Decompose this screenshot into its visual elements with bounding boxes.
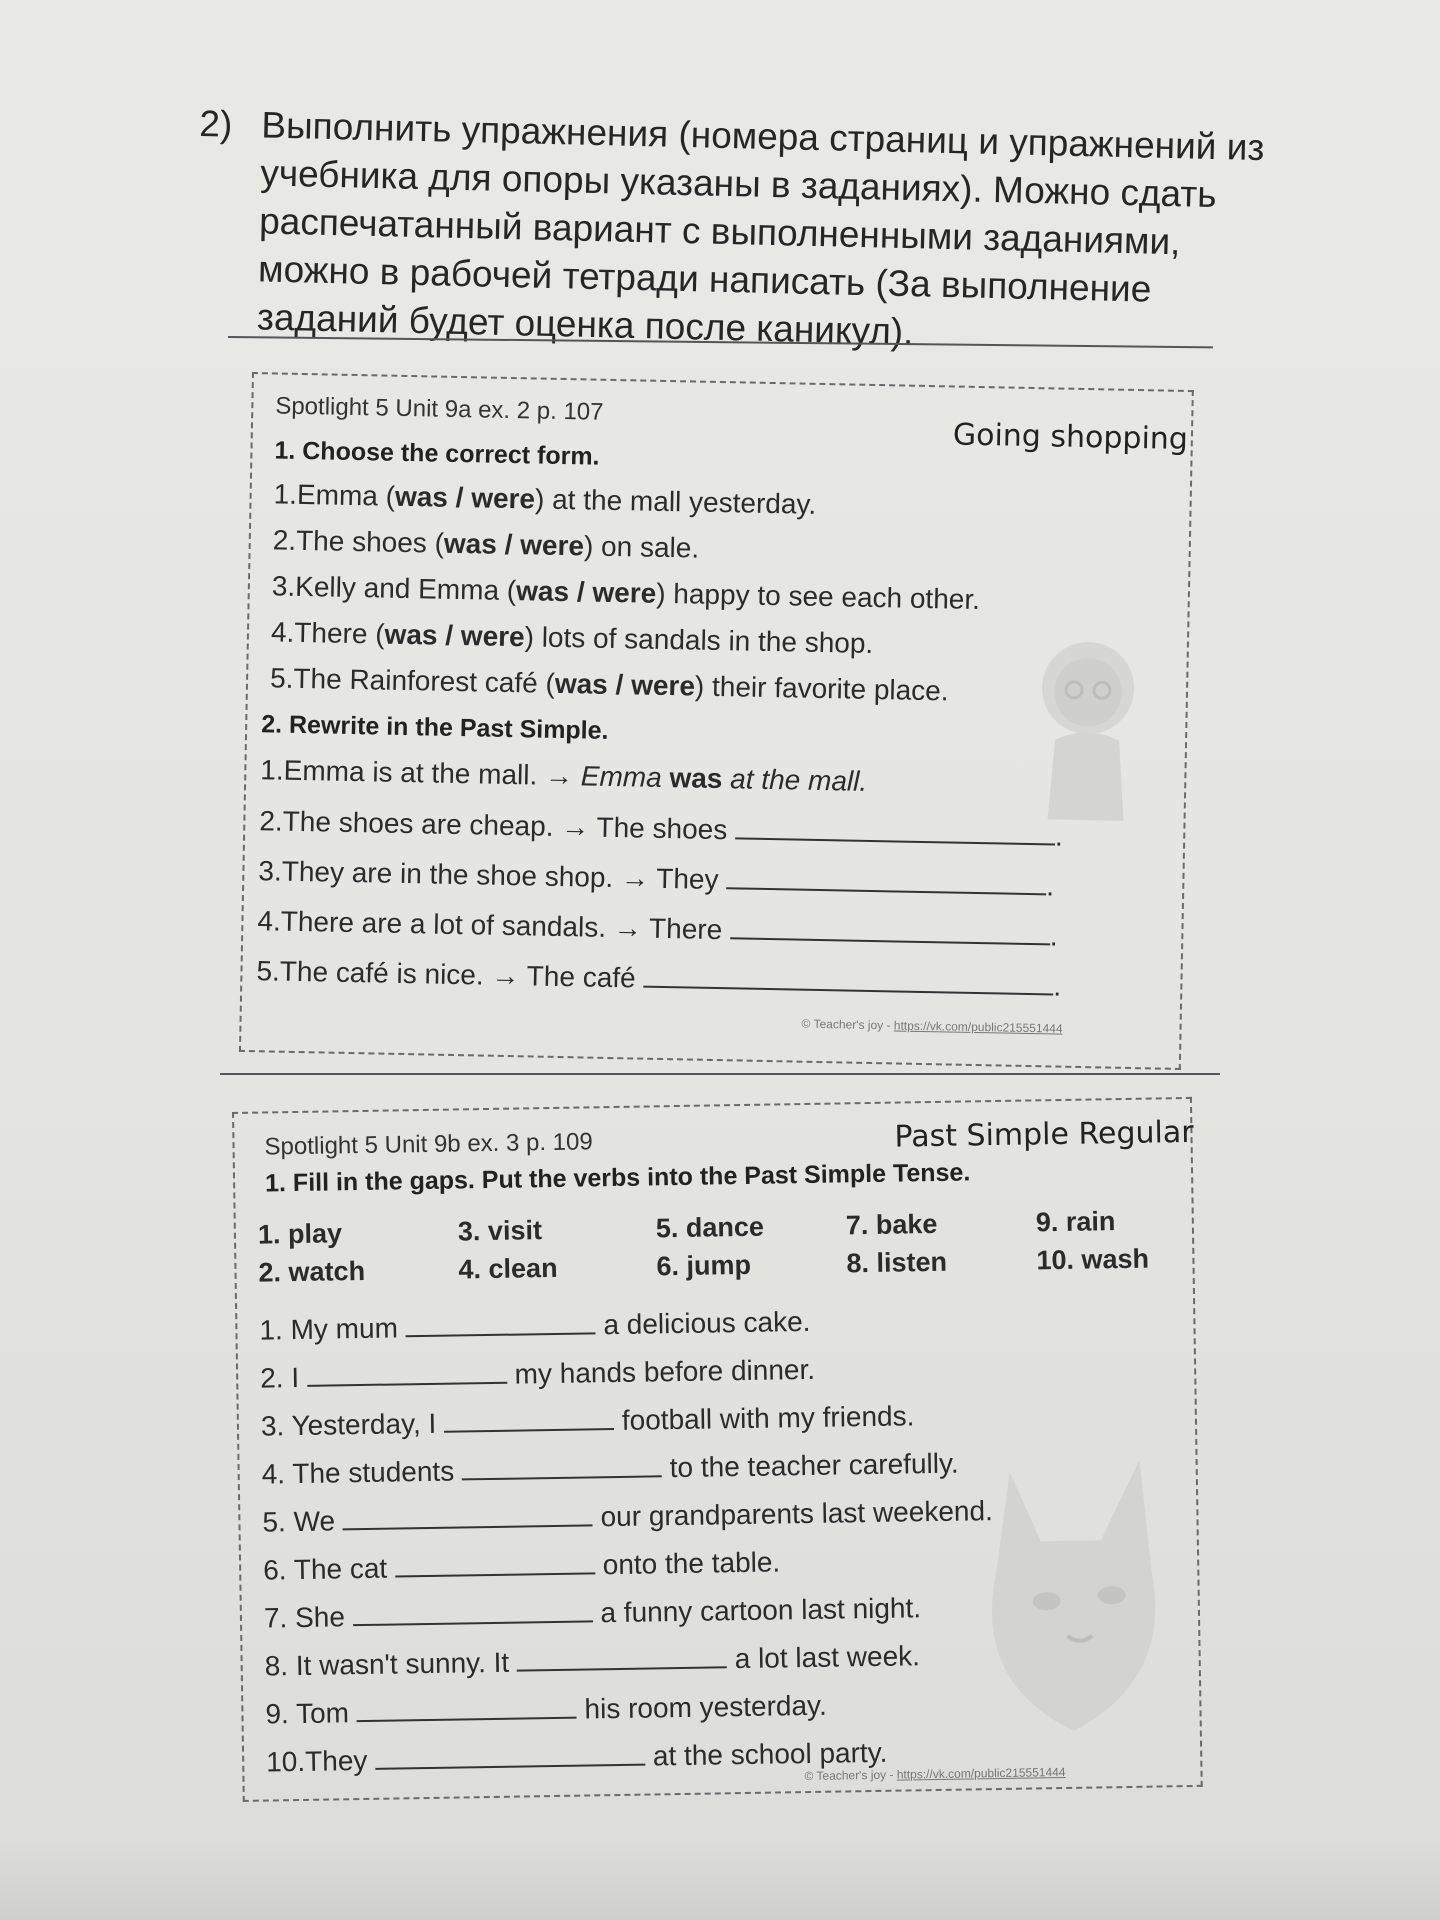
item-text: 6. The cat — [262, 1552, 388, 1586]
answer-blank[interactable] — [343, 1500, 593, 1530]
task-heading: 2. Rewrite in the Past Simple. — [260, 710, 609, 745]
character-illustration — [1023, 629, 1157, 831]
item-text: 3.They are in the shoe shop. → They — [258, 855, 719, 896]
exercise-item — [270, 662, 949, 707]
choice-options: was / were — [443, 527, 585, 562]
item-text: 5.The café is nice. → The café — [256, 955, 636, 994]
item-text: 3. Yesterday, I — [260, 1407, 437, 1442]
exercise-item — [264, 1591, 922, 1634]
credit-text: © Teacher's joy - — [801, 1016, 894, 1033]
item-text: ) on sale. — [583, 530, 700, 564]
verb-list-item: 7. bake — [845, 1208, 938, 1241]
instruction-line: можно в рабочей тетради написать (За выполнение — [257, 248, 1152, 310]
copyright-credit — [804, 1765, 1065, 1783]
item-text: a delicious cake. — [603, 1305, 811, 1341]
example-answer: Emma — [580, 760, 670, 794]
item-text: our grandparents last weekend. — [600, 1495, 994, 1533]
cut-line-middle — [220, 1073, 1220, 1075]
exercise-item — [259, 804, 1063, 852]
item-text: a lot last week. — [734, 1640, 921, 1675]
task-heading: 1. Choose the correct form. — [274, 436, 600, 471]
item-end: . — [1049, 920, 1059, 952]
item-text: ) at the mall yesterday. — [534, 483, 817, 520]
item-text: 3.Kelly and Emma ( — [271, 570, 517, 607]
item-text: 2.The shoes ( — [272, 524, 445, 559]
cat-illustration — [939, 1429, 1194, 1753]
worksheet-source: Spotlight 5 Unit 9a ex. 2 p. 107 — [275, 392, 604, 426]
answer-blank[interactable] — [307, 1358, 507, 1387]
item-text: 1.Emma ( — [273, 478, 396, 512]
item-text: 1.Emma is at the mall. → — [260, 754, 582, 792]
item-text: 2. I — [259, 1361, 300, 1394]
instruction-line: Выполнить упражнения (номера страниц и упражнений из — [260, 104, 1265, 169]
instruction-line: заданий будет оценка после каникул). — [256, 296, 914, 353]
exercise-item — [265, 1689, 827, 1731]
exercise-item — [257, 904, 1058, 952]
task-heading: 1. Fill in the gaps. Put the verbs into the Past Simple Tense. — [264, 1158, 971, 1198]
credit-text: © Teacher's joy - — [804, 1767, 897, 1784]
answer-blank[interactable] — [405, 1308, 595, 1337]
answer-blank[interactable] — [352, 1596, 592, 1626]
item-text: 5.The Rainforest café ( — [269, 662, 556, 699]
answer-blank[interactable] — [444, 1404, 614, 1433]
item-text: 5. We — [262, 1505, 336, 1538]
task-number: 2) — [199, 102, 233, 145]
example-answer: at the mall. — [722, 763, 868, 797]
item-text: football with my friends. — [621, 1400, 915, 1436]
verb-list-item: 5. dance — [655, 1211, 765, 1244]
example-item — [260, 754, 867, 798]
answer-blank[interactable] — [462, 1451, 662, 1480]
worksheet-topic: Past Simple Regular — [894, 1114, 1194, 1155]
item-text: his room yesterday. — [584, 1689, 827, 1725]
item-text: 4.There ( — [270, 616, 385, 650]
answer-blank[interactable] — [643, 962, 1053, 996]
item-text: to the teacher carefully. — [669, 1447, 959, 1484]
item-end: . — [1053, 970, 1062, 1002]
item-text: 7. She — [263, 1601, 346, 1634]
credit-link[interactable]: https://vk.com/public215551444 — [893, 1018, 1063, 1036]
exercise-item — [272, 524, 699, 564]
verb-list-item: 6. jump — [656, 1249, 752, 1282]
copyright-credit — [801, 1017, 1062, 1036]
exercise-item — [272, 570, 981, 616]
task-instruction-text — [257, 101, 1280, 364]
item-end: . — [1054, 820, 1064, 852]
choice-options: was / were — [554, 667, 696, 702]
item-text: ) happy to see each other. — [655, 577, 981, 616]
exercise-item — [261, 1447, 958, 1491]
exercise-item — [264, 1639, 920, 1682]
exercise-item — [258, 854, 1054, 902]
answer-blank[interactable] — [395, 1548, 595, 1577]
item-text: a funny cartoon last night. — [600, 1592, 922, 1629]
item-text: 9. Tom — [265, 1697, 350, 1730]
exercise-item — [261, 1399, 915, 1442]
item-text: 4. The students — [261, 1455, 455, 1490]
exercise-item — [273, 478, 816, 520]
item-text: ) lots of sandals in the shop. — [524, 621, 874, 659]
worksheet-past-simple-regular — [232, 1097, 1203, 1802]
verb-list-item: 3. visit — [457, 1215, 543, 1247]
verb-list-item: 9. rain — [1035, 1206, 1116, 1238]
verb-list-item: 2. watch — [258, 1255, 366, 1288]
exercise-item — [263, 1545, 781, 1586]
choice-options: was / were — [394, 480, 536, 515]
answer-blank[interactable] — [375, 1740, 645, 1770]
item-text: 1. My mum — [259, 1312, 399, 1346]
paper-shadow — [0, 1840, 1440, 1920]
item-text: ) their favorite place. — [694, 670, 949, 707]
answer-blank[interactable] — [517, 1642, 727, 1671]
item-text: onto the table. — [602, 1546, 781, 1581]
item-text: my hands before dinner. — [514, 1353, 816, 1390]
verb-list-item: 4. clean — [458, 1252, 558, 1285]
credit-link[interactable]: https://vk.com/public215551444 — [896, 1764, 1066, 1782]
exercise-item — [260, 1353, 815, 1395]
exercise-item — [259, 1305, 810, 1347]
exercise-item — [266, 1736, 888, 1779]
instruction-line: распечатанный вариант с выполненными заданиями, — [258, 200, 1181, 263]
choice-options: was / were — [384, 618, 525, 653]
task-instruction — [195, 100, 1280, 364]
exercise-item — [262, 1494, 993, 1538]
exercise-item — [271, 616, 874, 660]
exercise-item — [256, 954, 1061, 1002]
item-text: 8. It wasn't sunny. It — [264, 1646, 510, 1682]
instruction-line: учебника для опоры указаны в заданиях). Можно сдать — [259, 152, 1218, 216]
answer-blank[interactable] — [730, 913, 1050, 945]
worksheet-going-shopping — [239, 372, 1194, 1070]
answer-blank[interactable] — [735, 813, 1055, 845]
answer-blank[interactable] — [357, 1693, 577, 1722]
verb-list-item: 8. listen — [846, 1246, 948, 1279]
choice-options: was / were — [515, 575, 657, 609]
item-text: 10.They — [265, 1744, 368, 1778]
worksheet-source: Spotlight 5 Unit 9b ex. 3 p. 109 — [264, 1128, 593, 1161]
worksheet-topic: Going shopping — [952, 417, 1189, 457]
verb-list-item: 10. wash — [1036, 1243, 1150, 1276]
example-answer-verb: was — [669, 762, 723, 795]
item-end: . — [1045, 870, 1055, 902]
item-text: 2.The shoes are cheap. → The shoes — [259, 805, 728, 846]
item-text: at the school party. — [652, 1736, 888, 1772]
answer-blank[interactable] — [726, 863, 1046, 895]
verb-list-item: 1. play — [257, 1218, 343, 1250]
item-text: 4.There are a lot of sandals. → There — [257, 905, 723, 946]
